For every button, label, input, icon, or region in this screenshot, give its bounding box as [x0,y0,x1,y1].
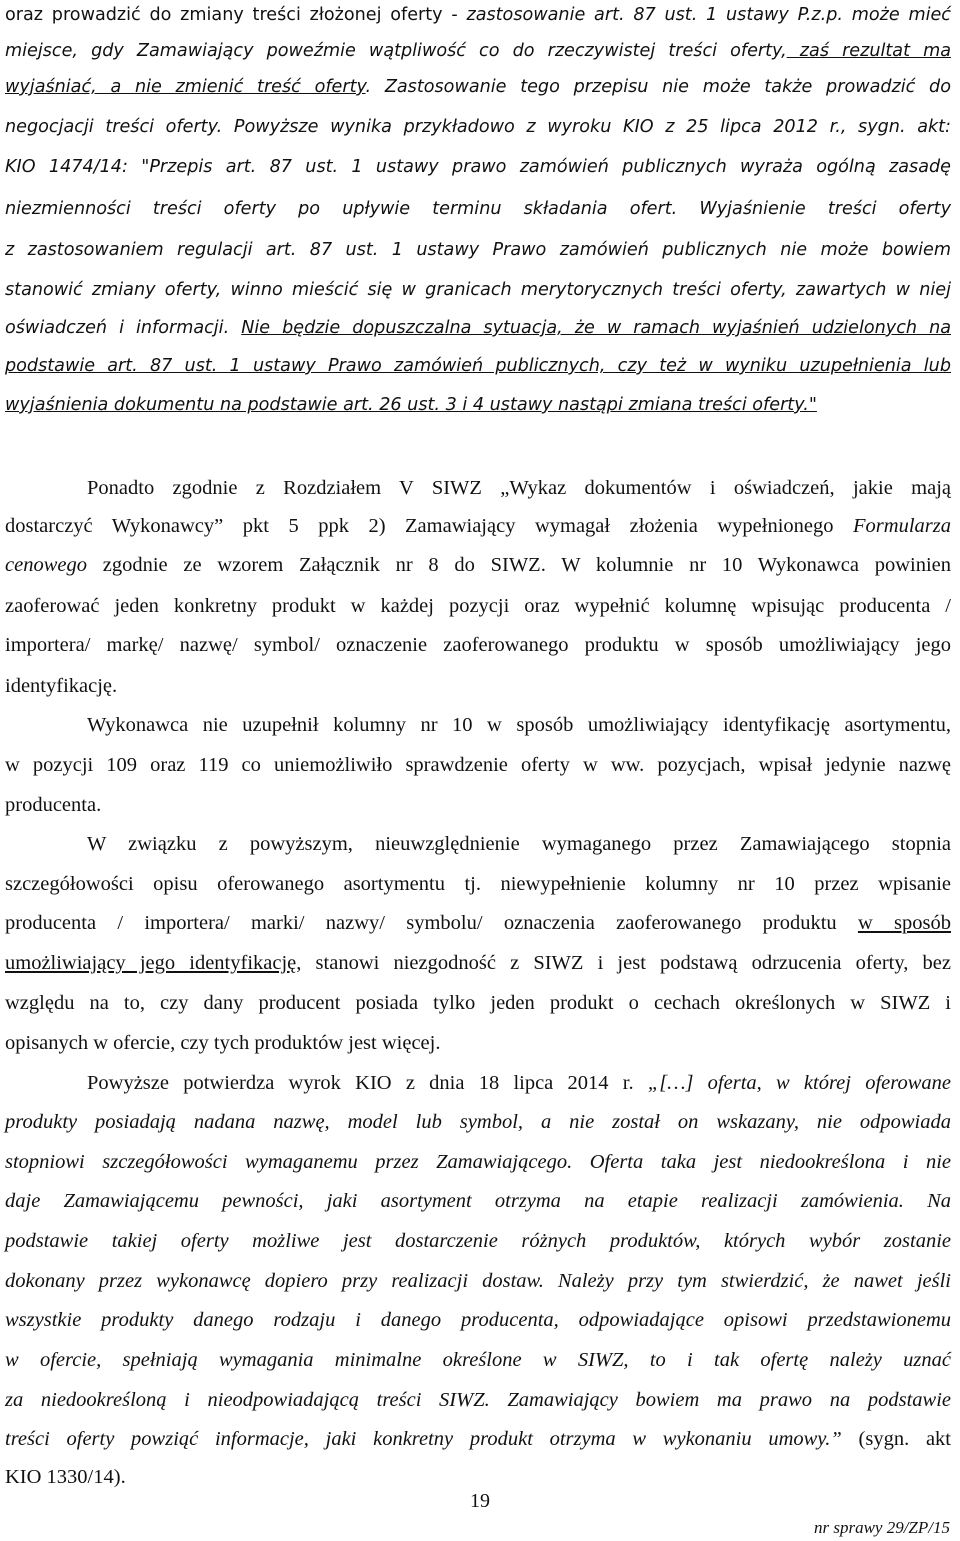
text-line [5,550,951,580]
text-span: cenowego [5,554,87,576]
text-line [5,591,951,621]
text-line [5,671,951,701]
text-span: w ofercie, spełniają wymagania minimalne określone w SIWZ, to i tak ofertę należy uznać [5,1349,951,1371]
text-span: dokonany przez wykonawcę dopiero przy realizacji dostaw. Należy przy tym stwierdzić, że nawet jeśli [5,1270,951,1292]
text-line [5,750,951,780]
text-span: w pozycji 109 oraz 119 co uniemożliwiło sprawdzenie oferty w ww. pozycjach, wpisał jedynie nazwę [5,754,951,776]
text-line [5,235,951,265]
text-span: W związku z powyższym, nieuwzględnienie wymaganego przez Zamawiającego stopnia [87,833,951,855]
text-span: oświadczeń i informacji. [5,318,242,338]
text-span: względu na to, czy dany producent posiada tylko jeden produkt o cechach określonych w SIWZ i [5,992,951,1014]
text-line [5,112,951,142]
text-span: w sposób [857,912,951,934]
text-span: oraz prowadzić do zmiany treści złożonej oferty - [5,5,467,25]
text-span: wszystkie produkty danego rodzaju i danego producenta, odpowiadające opisowi przedstawionemu [5,1309,951,1331]
text-line [5,1266,951,1296]
text-span: produkty posiadają nadana nazwę, model lub symbol, a nie został on wskazany, nie odpowiada [5,1111,951,1133]
text-line [5,313,951,343]
text-line [5,790,951,820]
text-line [5,72,951,102]
text-line [87,1068,951,1098]
text-line [5,1305,951,1335]
text-span: Wykonawca nie uzupełnił kolumny nr 10 w sposób umożliwiający identyfikację asortymentu, [87,714,951,736]
text-span: zaś rezultat ma [786,41,952,61]
text-span: z zastosowaniem regulacji art. 87 ust. 1 ustawy Prawo zamówień publicznych nie może bowiem [5,240,951,260]
text-line [5,1147,951,1177]
text-span: podstawie takiej oferty możliwe jest dostarczenie różnych produktów, których wybór zostanie [5,1230,951,1252]
text-line [5,351,951,381]
text-span: szczegółowości opisu oferowanego asortymentu tj. niewypełnienie kolumny nr 10 przez wpisanie [5,873,951,895]
text-line [5,948,951,978]
text-span: KIO 1474/14: "Przepis art. 87 ust. 1 ustawy prawo zamówień publicznych wyraża ogólną zasadę [5,157,951,177]
text-line [5,1028,951,1058]
text-span: producenta / importera/ marki/ nazwy/ symbolu/ oznaczenia zaoferowanego produktu [5,912,858,934]
text-span: dostarczyć Wykonawcy” pkt 5 ppk 2) Zamawiający wymagał złożenia wypełnionego [5,515,854,537]
text-span: Ponadto zgodnie z Rozdziałem V SIWZ „Wykaz dokumentów i oświadczeń, jakie mają [87,477,951,499]
text-span: stanowić zmiany oferty, winno mieścić się w granicach merytorycznych treści oferty, zawartych w niej [5,280,951,300]
text-span: niezmienności treści oferty po upływie terminu składania ofert. Wyjaśnienie treści oferty [5,199,951,219]
text-line [5,1424,951,1454]
text-span: negocjacji treści oferty. Powyższe wynika przykładowo z wyroku KIO z 25 lipca 2012 r., sygn. akt: [5,117,951,137]
text-line [5,1186,951,1216]
page-number: 19 [470,1490,490,1512]
text-line [5,630,951,660]
text-line [5,0,951,30]
text-span: treści oferty powziąć informacje, jaki konkretny produkt otrzyma w wykonaniu umowy.” [5,1428,842,1450]
text-span: (sygn. akt [841,1428,951,1450]
text-span: Powyższe potwierdza wyrok KIO z dnia 18 lipca 2014 r. [87,1072,648,1094]
text-span: zastosowanie art. 87 ust. 1 ustawy P.z.p. może mieć [466,5,951,25]
text-span: „[…] oferta, w której oferowane [647,1072,951,1094]
text-line [5,988,951,1018]
text-span: importera/ markę/ nazwę/ symbol/ oznaczenie zaoferowanego produktu w sposób umożliwiający jego [5,634,951,656]
text-line [87,710,951,740]
text-line [87,473,951,503]
text-line [5,1226,951,1256]
text-line [5,36,951,66]
text-span: za niedookreśloną i nieodpowiadającą treści SIWZ. Zamawiający bowiem ma prawo na podstawie [5,1389,951,1411]
text-line [5,275,951,305]
text-span: Formularza [853,515,951,537]
case-number: nr sprawy 29/ZP/15 [813,1518,950,1537]
text-span: . Zastosowanie tego przepisu nie może także prowadzić do [365,77,951,97]
text-line [5,390,951,420]
text-span: Nie będzie dopuszczalna sytuacja, że w ramach wyjaśnień udzielonych na [241,318,951,338]
text-span: daje Zamawiającemu pewności, jaki asortyment otrzyma na etapie realizacji zamówienia. Na [5,1190,951,1212]
text-span: identyfikację. [5,675,118,697]
text-line [5,511,951,541]
text-line [5,1107,951,1137]
text-span: podstawie art. 87 ust. 1 ustawy Prawo zamówień publicznych, czy też w wyniku uzupełnienia lub [5,356,951,376]
text-span: zgodnie ze wzorem Załącznik nr 8 do SIWZ. W kolumnie nr 10 Wykonawca powinien [86,554,951,576]
text-span: miejsce, gdy Zamawiający poweźmie wątpliwość co do rzeczywistej treści oferty, [5,41,787,61]
text-span: wyjaśniać, a nie zmienić treść oferty [5,77,366,97]
text-span: , stanowi niezgodność z SIWZ i jest podstawą odrzucenia oferty, bez [296,952,952,974]
text-span: KIO 1330/14). [5,1466,126,1488]
text-line [5,1345,951,1375]
text-span: wyjaśnienia dokumentu na podstawie art. 26 ust. 3 i 4 ustawy nastąpi zmiana treści oferty." [5,395,817,415]
text-span: opisanych w ofercie, czy tych produktów jest więcej. [5,1032,441,1054]
text-line [5,908,951,938]
text-line [5,152,951,182]
text-span: stopniowi szczegółowości wymaganemu przez Zamawiającego. Oferta taka jest niedookreślona i nie [5,1151,951,1173]
text-line [5,869,951,899]
text-line [5,194,951,224]
text-line [5,1385,951,1415]
text-span: umożliwiający jego identyfikację [5,952,297,974]
text-line [87,829,951,859]
text-line [5,1462,951,1492]
text-span: producenta. [5,794,102,816]
text-span: zaoferować jeden konkretny produkt w każdej pozycji oraz wypełnić kolumnę wpisując producenta / [5,595,951,617]
